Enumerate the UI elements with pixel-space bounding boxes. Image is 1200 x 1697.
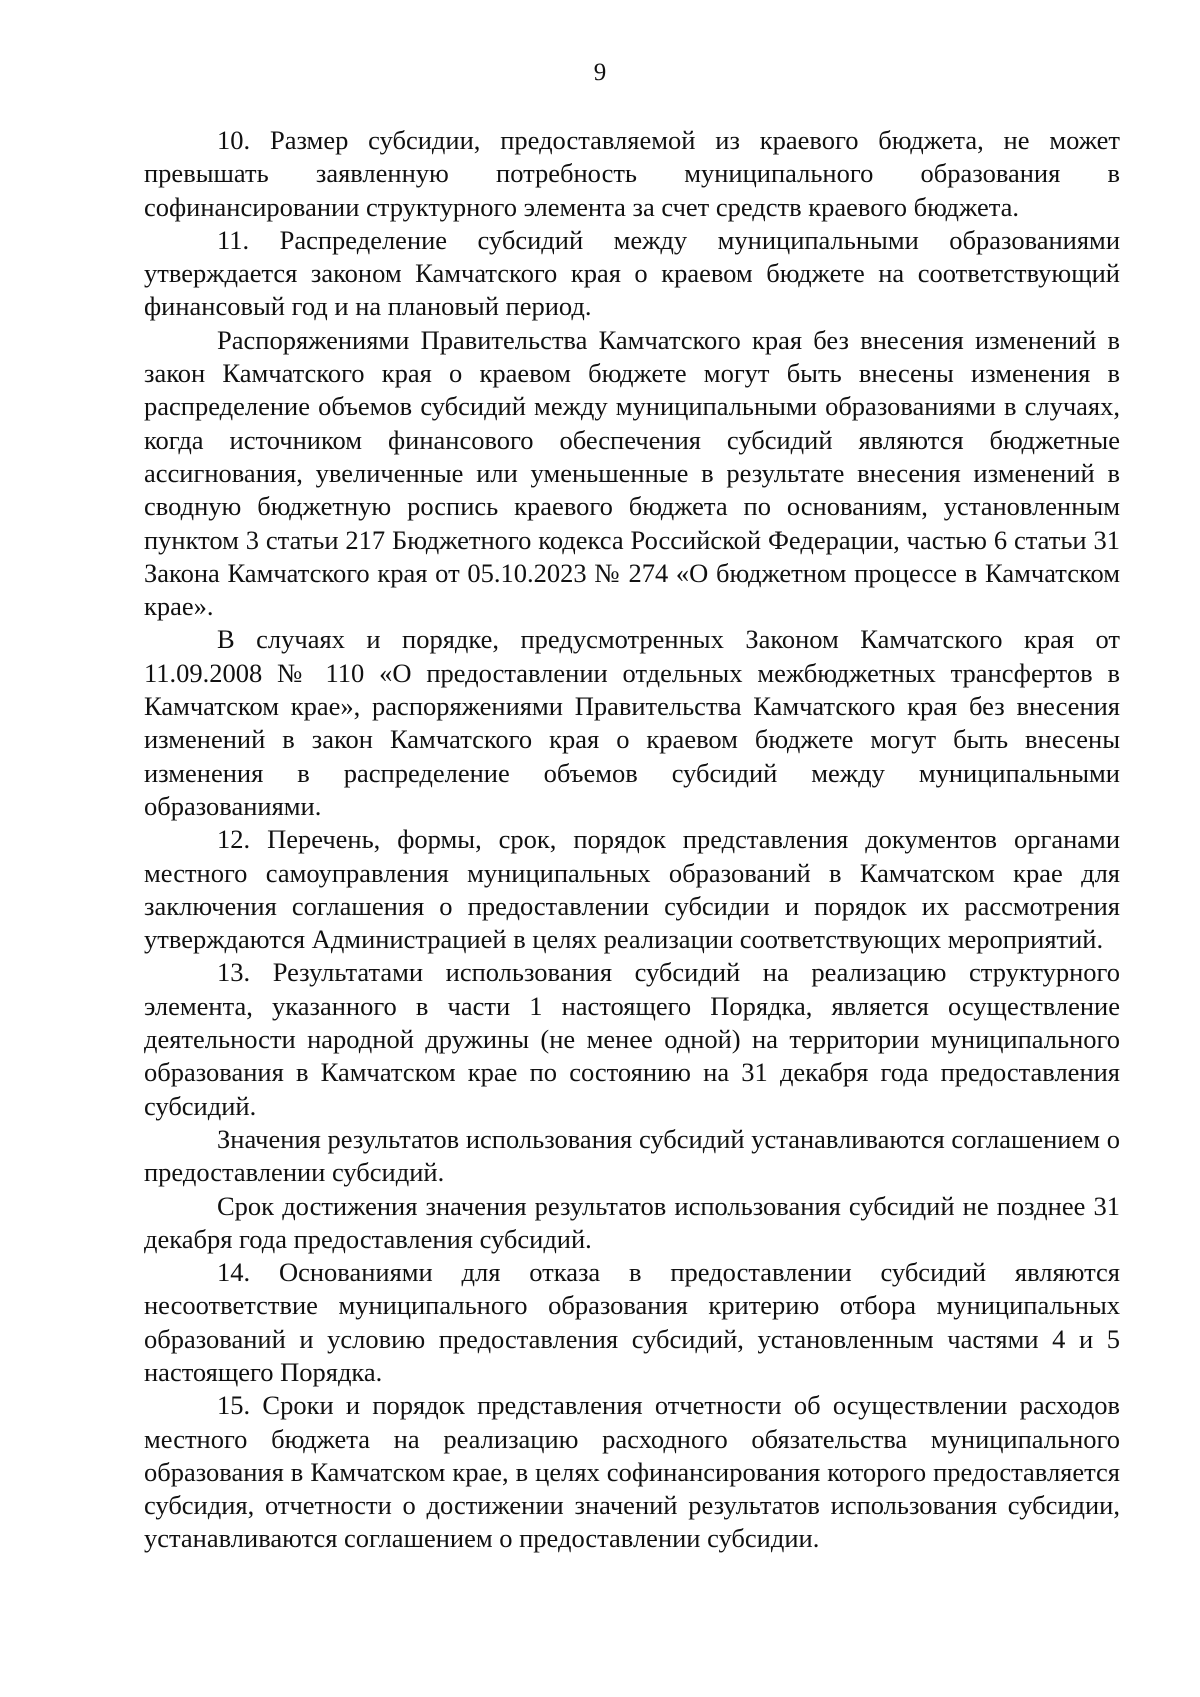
paragraph-14-refusal-grounds: 14. Основаниями для отказа в предоставлении субсидий являются несоответствие муниципального образования критерию отбора муниципальных образований и условию предоставления субсидий, установленным частями 4 и 5 настоящего Порядка. (144, 1257, 1120, 1387)
paragraph-11-government-orders: Распоряжениями Правительства Камчатского края без внесения изменений в закон Камчатского края о краевом бюджете могут быть внесены изменения в распределение объемов субсидий между муниципальными образованиями в случаях, когда источником финансового обеспечения субсидий являются бюджетные ассигнования, увеличенные или уменьшенные в результате внесения изменений в сводную бюджетную роспись краевого бюджета по основаниям, установленным пунктом 3 статьи 217 Бюджетного кодекса Российской Федерации, частью 6 статьи 31 Закона Камчатского края от 05.10.2023 № 274 «О бюджетном процессе в Камчатском крае». (144, 324, 1120, 622)
paragraph-11-law-cases: В случаях и порядке, предусмотренных Законом Камчатского края от 11.09.2008 № 110 «О предоставлении отдельных межбюджетных трансфертов в Камчатском крае», распоряжениями Правительства Камчатского края без внесения изменений в закон Камчатского края о краевом бюджете могут быть внесены изменения в распределение объемов субсидий между муниципальными образованиями. (144, 624, 1120, 821)
paragraph-13-result-values: Значения результатов использования субсидий устанавливаются соглашением о предоставлении субсидий. (144, 1123, 1120, 1188)
document-body (144, 124, 1120, 1556)
paragraph-13-results: 13. Результатами использования субсидий на реализацию структурного элемента, указанного в части 1 настоящего Порядка, является осуществление деятельности народной дружины (не менее одной) на территории муниципального образования в Камчатском крае по состоянию на 31 декабря года предоставления субсидий. (144, 957, 1120, 1121)
paragraph-10-subsidy-size: 10. Размер субсидии, предоставляемой из краевого бюджета, не может превышать заявленную потребность муниципального образования в софинансировании структурного элемента за счет средств краевого бюджета. (144, 125, 1120, 222)
paragraph-11-subsidy-distribution: 11. Распределение субсидий между муниципальными образованиями утверждается законом Камчатского края о краевом бюджете на соответствующий финансовый год и на плановый период. (144, 224, 1120, 322)
page-number: 9 (593, 59, 607, 86)
paragraph-12-documents: 12. Перечень, формы, срок, порядок представления документов органами местного самоуправления муниципальных образований в Камчатском крае для заключения соглашения о предоставлении субсидии и порядок их рассмотрения утверждаются Администрацией в целях реализации соответствующих мероприятий. (144, 824, 1120, 955)
paragraph-13-deadline: Срок достижения значения результатов использования субсидий не позднее 31 декабря года предоставления субсидий. (144, 1190, 1120, 1254)
paragraph-15-reporting: 15. Сроки и порядок представления отчетности об осуществлении расходов местного бюджета на реализацию расходного обязательства муниципального образования в Камчатском крае, в целях софинансирования которого предоставляется субсидия, отчетности о достижении значений результатов использования субсидии, устанавливаются соглашением о предоставлении субсидии. (144, 1390, 1120, 1554)
